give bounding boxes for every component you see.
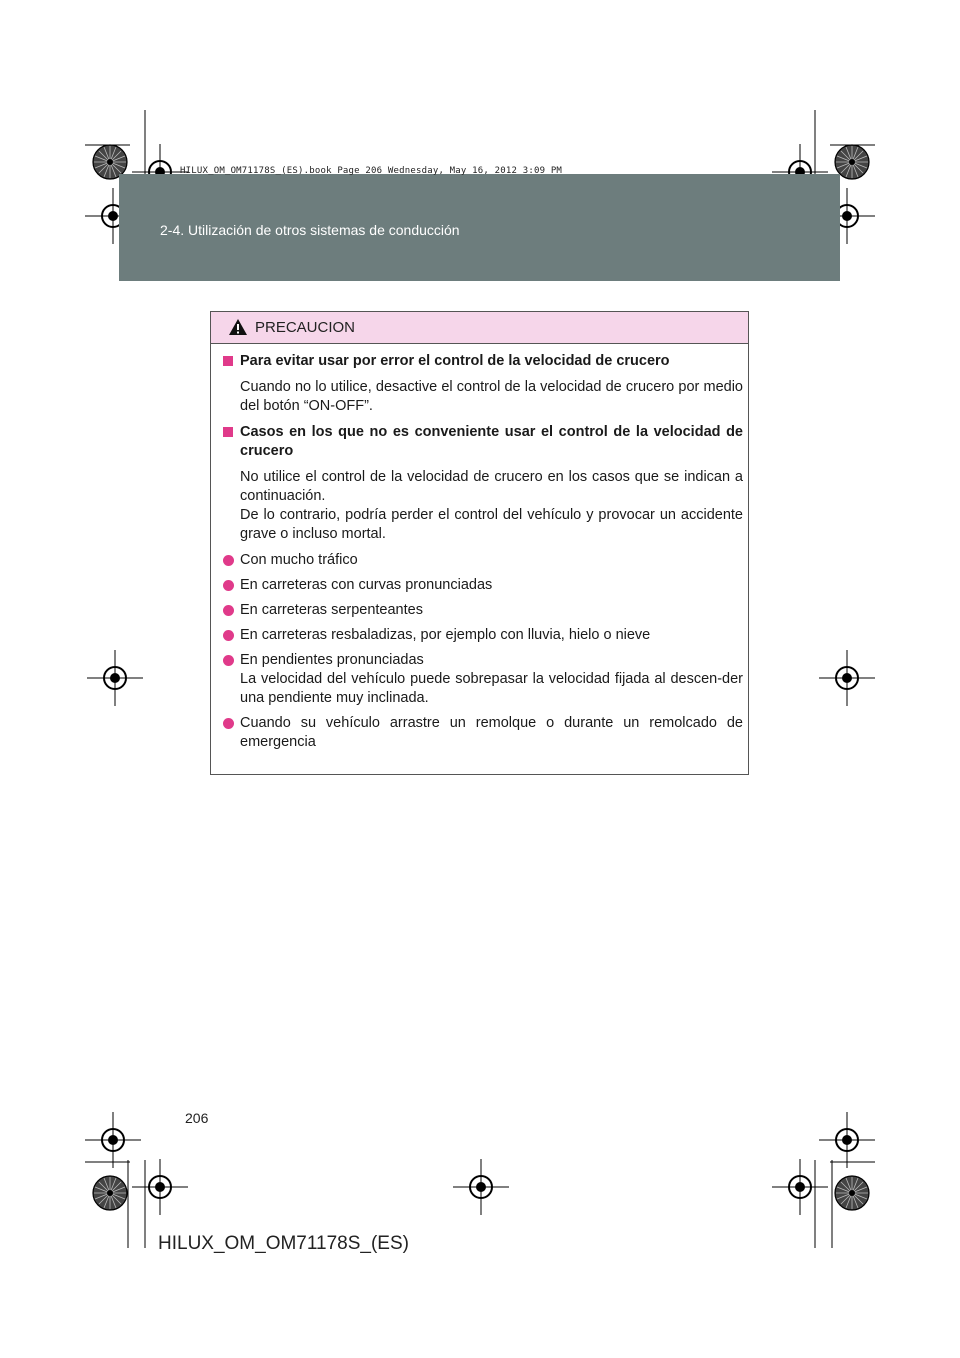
caution-title: PRECAUCION xyxy=(255,319,356,336)
list-item: Con mucho tráfico xyxy=(223,551,743,570)
circle-bullet-icon xyxy=(223,630,234,641)
section-title: 2-4. Utilización de otros sistemas de conducción xyxy=(160,222,460,238)
paragraph: No utilice el control de la velocidad de crucero en los casos que se indican a continuación. De lo contrario, podría perder el control del vehículo y provocar un accidente grave o incluso mortal. xyxy=(240,469,743,542)
page-number: 206 xyxy=(185,1110,209,1126)
warning-triangle-icon xyxy=(228,318,248,336)
circle-bullet-icon xyxy=(223,555,234,566)
document-code: HILUX_OM_OM71178S_(ES) xyxy=(158,1233,409,1254)
list-item-detail: La velocidad del vehículo puede sobrepasar la velocidad fijada al descen-der una pendiente muy inclinada. xyxy=(240,671,743,706)
paragraph: Cuando no lo utilice, desactive el control de la velocidad de crucero por medio del botón “ON-OFF”. xyxy=(240,379,743,414)
circle-bullet-icon xyxy=(223,718,234,729)
list-item: En carreteras serpenteantes xyxy=(223,601,743,620)
list-item: En pendientes pronunciadas La velocidad del vehículo puede sobrepasar la velocidad fijada al descen-der una pendiente muy inclinada. xyxy=(223,651,743,708)
square-bullet-icon xyxy=(223,356,233,366)
list-item: Cuando su vehículo arrastre un remolque o durante un remolcado de emergencia xyxy=(223,714,743,752)
circle-bullet-icon xyxy=(223,605,234,616)
caution-header xyxy=(211,312,748,344)
square-bullet-icon xyxy=(223,427,233,437)
print-stamp: HILUX_OM_OM71178S_(ES).book Page 206 Wednesday, May 16, 2012 3:09 PM xyxy=(180,166,563,176)
list-item: En carreteras con curvas pronunciadas xyxy=(223,576,743,595)
list-item: En carreteras resbaladizas, por ejemplo con lluvia, hielo o nieve xyxy=(223,626,743,645)
caution-box xyxy=(210,311,749,775)
circle-bullet-icon xyxy=(223,655,234,666)
section-heading: Casos en los que no es conveniente usar el control de la velocidad de crucero xyxy=(223,423,743,461)
section-heading: Para evitar usar por error el control de la velocidad de crucero xyxy=(223,352,743,371)
circle-bullet-icon xyxy=(223,580,234,591)
caution-body xyxy=(223,352,743,758)
